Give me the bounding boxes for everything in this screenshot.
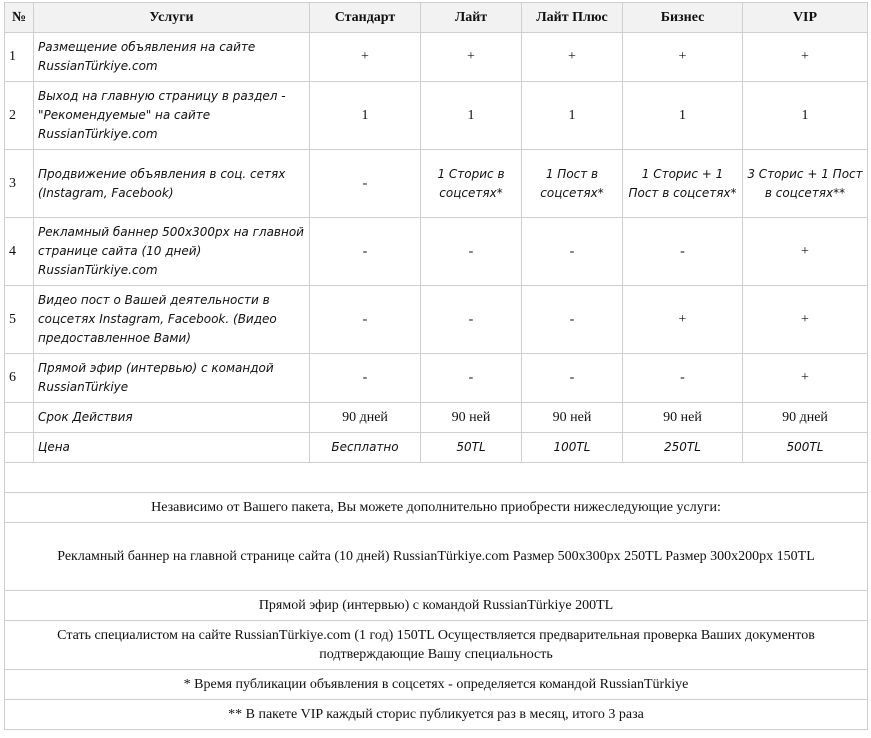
service-name: Выход на главную страницу в раздел - "Рекомендуемые" на сайте RussianTürkiye.com: [34, 82, 310, 150]
plan-value: -: [421, 286, 522, 354]
plan-value: -: [310, 218, 421, 286]
plan-value: -: [623, 218, 743, 286]
plan-value: 1: [421, 82, 522, 150]
table-row: [5, 286, 868, 354]
service-name: Прямой эфир (интервью) с командой RussianTürkiye: [34, 354, 310, 403]
price-value: 50TL: [421, 433, 522, 463]
note-row: [5, 700, 868, 730]
plan-value: -: [421, 218, 522, 286]
service-name: Размещение объявления на сайте RussianTürkiye.com: [34, 33, 310, 82]
price-value: 500TL: [743, 433, 868, 463]
plan-value: 1 Сторис в соцсетях*: [421, 150, 522, 218]
plan-value: 1: [623, 82, 743, 150]
specialist-addon-note: Стать специалистом на сайте RussianTürkiye.com (1 год) 150TL Осуществляется предварительная проверка Ваших документов подтверждающие Вашу специальность: [5, 621, 868, 670]
table-row: [5, 82, 868, 150]
plan-value: 1 Сторис + 1 Пост в соцсетях*: [623, 150, 743, 218]
price-label: Цена: [34, 433, 310, 463]
header-plan-business: Бизнес: [623, 3, 743, 33]
row-number: 3: [5, 150, 34, 218]
plan-value: +: [310, 33, 421, 82]
row-number: 6: [5, 354, 34, 403]
header-plan-lite: Лайт: [421, 3, 522, 33]
plan-value: 1: [522, 82, 623, 150]
price-value: 100TL: [522, 433, 623, 463]
plan-value: 1 Пост в соцсетях*: [522, 150, 623, 218]
table-row: [5, 354, 868, 403]
additional-services-intro: Независимо от Вашего пакета, Вы можете дополнительно приобрести нижеследующие услуги:: [5, 493, 868, 523]
validity-value: 90 ней: [623, 403, 743, 433]
table-row: [5, 150, 868, 218]
validity-value: 90 ней: [421, 403, 522, 433]
banner-addon-note: Рекламный баннер на главной странице сайта (10 дней) RussianTürkiye.com Размер 500x300px 250TL Размер 300x200px 150TL: [5, 523, 868, 591]
plan-value: +: [623, 286, 743, 354]
note-row: [5, 591, 868, 621]
validity-value: 90 дней: [310, 403, 421, 433]
note-row: [5, 670, 868, 700]
plan-value: +: [743, 33, 868, 82]
header-number: №: [5, 3, 34, 33]
plan-value: -: [310, 150, 421, 218]
validity-value: 90 ней: [522, 403, 623, 433]
header-services: Услуги: [34, 3, 310, 33]
service-name: Рекламный баннер 500x300px на главной странице сайта (10 дней) RussianTürkiye.com: [34, 218, 310, 286]
validity-value: 90 дней: [743, 403, 868, 433]
spacer-row: [5, 463, 868, 493]
plan-value: +: [522, 33, 623, 82]
note-row: [5, 493, 868, 523]
row-number-empty: [5, 403, 34, 433]
plan-value: 1: [310, 82, 421, 150]
plan-value: +: [623, 33, 743, 82]
plan-value: -: [421, 354, 522, 403]
row-number: 5: [5, 286, 34, 354]
plan-value: +: [743, 218, 868, 286]
plan-value: -: [522, 218, 623, 286]
validity-label: Срок Действия: [34, 403, 310, 433]
header-row: [5, 3, 868, 33]
price-value: Бесплатно: [310, 433, 421, 463]
plan-value: 3 Сторис + 1 Пост в соцсетях**: [743, 150, 868, 218]
plan-value: 1: [743, 82, 868, 150]
header-plan-vip: VIP: [743, 3, 868, 33]
service-name: Продвижение объявления в соц. сетях (Instagram, Facebook): [34, 150, 310, 218]
footnote-vip-stories: ** В пакете VIP каждый сторис публикуется раз в месяц, итого 3 раза: [5, 700, 868, 730]
row-number: 2: [5, 82, 34, 150]
plan-value: -: [310, 286, 421, 354]
validity-row: [5, 403, 868, 433]
price-row: [5, 433, 868, 463]
header-plan-standard: Стандарт: [310, 3, 421, 33]
spacer-cell: [5, 463, 868, 493]
plan-value: -: [310, 354, 421, 403]
pricing-table: [4, 2, 868, 730]
header-plan-lite-plus: Лайт Плюс: [522, 3, 623, 33]
plan-value: -: [623, 354, 743, 403]
plan-value: -: [522, 354, 623, 403]
row-number: 4: [5, 218, 34, 286]
price-value: 250TL: [623, 433, 743, 463]
row-number-empty: [5, 433, 34, 463]
plan-value: +: [743, 286, 868, 354]
note-row: [5, 621, 868, 670]
plan-value: +: [421, 33, 522, 82]
row-number: 1: [5, 33, 34, 82]
table-row: [5, 33, 868, 82]
note-row: [5, 523, 868, 591]
live-stream-addon-note: Прямой эфир (интервью) с командой RussianTürkiye 200TL: [5, 591, 868, 621]
service-name: Видео пост о Вашей деятельности в соцсетях Instagram, Facebook. (Видео предоставленное Вами): [34, 286, 310, 354]
footnote-publication-time: * Время публикации объявления в соцсетях - определяется командой RussianTürkiye: [5, 670, 868, 700]
plan-value: -: [522, 286, 623, 354]
table-row: [5, 218, 868, 286]
plan-value: +: [743, 354, 868, 403]
